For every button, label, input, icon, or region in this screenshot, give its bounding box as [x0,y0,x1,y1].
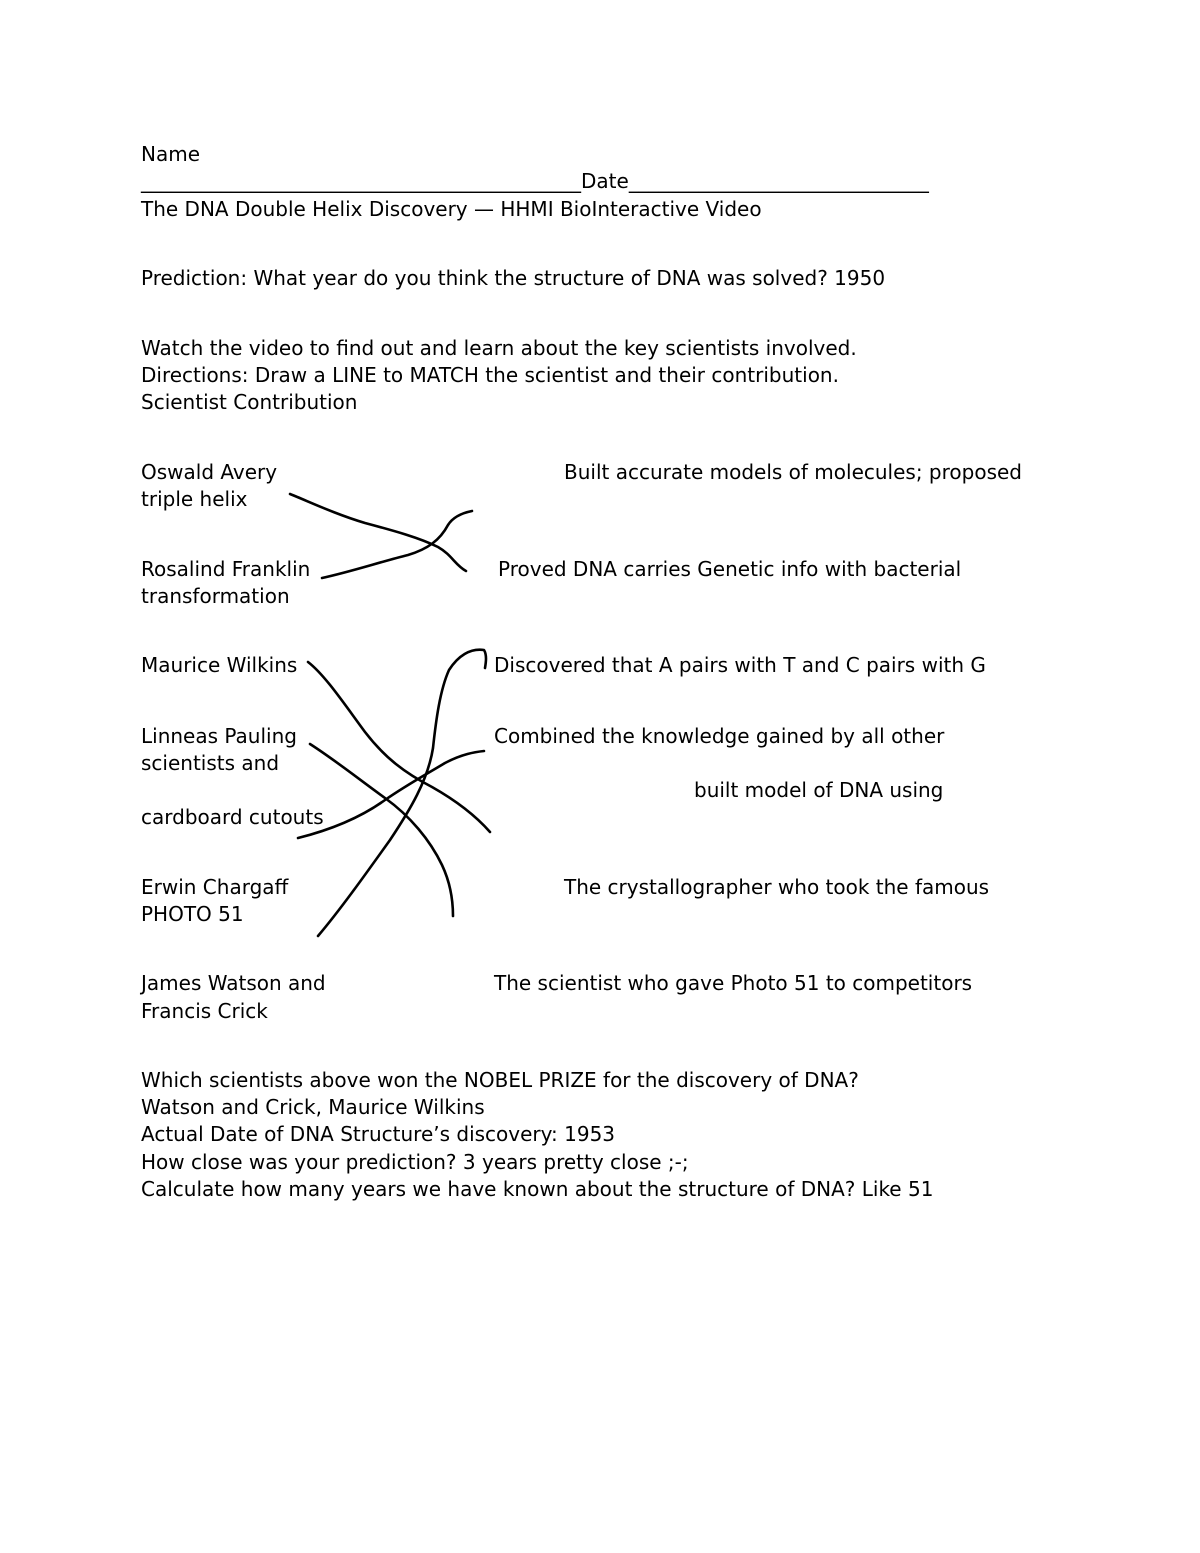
contribution-models: Built accurate models of molecules; proposed [564,460,1022,484]
contribution-combined: Combined the knowledge gained by all other [494,724,945,748]
contribution-cardboard-wrap: cardboard cutouts [141,805,324,829]
date-label: Date [581,169,629,193]
contribution-base-pairing: Discovered that A pairs with T and C pairs with G [494,653,986,677]
prediction-line: Prediction: What year do you think the structure of DNA was solved? 1950 [141,266,886,290]
name-date-line [141,169,929,193]
match-line-cardboard [298,751,484,838]
scientist-avery: Oswald Avery [141,460,278,484]
match-line-wilkins [308,662,490,832]
date-blank: ______________________________ [628,169,929,193]
scientist-wilkins: Maurice Wilkins [141,653,298,677]
name-label: Name [141,142,201,166]
name-blank: ____________________________________________ [141,169,581,193]
calculate-line: Calculate how many years we have known about the structure of DNA? Like 51 [141,1177,934,1201]
contribution-crystallographer-wrap: PHOTO 51 [141,902,244,926]
contribution-photo51-giver: The scientist who gave Photo 51 to competitors [494,971,973,995]
contribution-crystallographer: The crystallographer who took the famous [564,875,990,899]
match-line-pauling [310,744,453,916]
contribution-models-wrap: triple helix [141,487,248,511]
contribution-transformation-wrap: transformation [141,584,290,608]
actual-date-line: Actual Date of DNA Structure’s discovery: 1953 [141,1122,616,1146]
match-line-avery [290,494,466,571]
how-close-line: How close was your prediction? 3 years pretty close ;-; [141,1150,689,1174]
directions-instruction: Directions: Draw a LINE to MATCH the scientist and their contribution. [141,363,839,387]
scientist-watson-crick-wrap: Francis Crick [141,999,268,1023]
match-line-chargaff [318,650,486,936]
contribution-transformation: Proved DNA carries Genetic info with bacterial [498,557,962,581]
contribution-combined-wrap: scientists and [141,751,280,775]
scientist-chargaff: Erwin Chargaff [141,875,289,899]
scientist-franklin: Rosalind Franklin [141,557,311,581]
column-headers: Scientist Contribution [141,390,358,414]
scientist-pauling: Linneas Pauling [141,724,297,748]
nobel-answer: Watson and Crick, Maurice Wilkins [141,1095,485,1119]
scientist-watson-crick: James Watson and [141,971,326,995]
watch-instruction: Watch the video to find out and learn about the key scientists involved. [141,336,857,360]
worksheet-title: The DNA Double Helix Discovery — HHMI BioInteractive Video [141,197,762,221]
contribution-cardboard-model: built model of DNA using [694,778,944,802]
nobel-question: Which scientists above won the NOBEL PRIZE for the discovery of DNA? [141,1068,859,1092]
match-line-franklin [322,511,472,578]
